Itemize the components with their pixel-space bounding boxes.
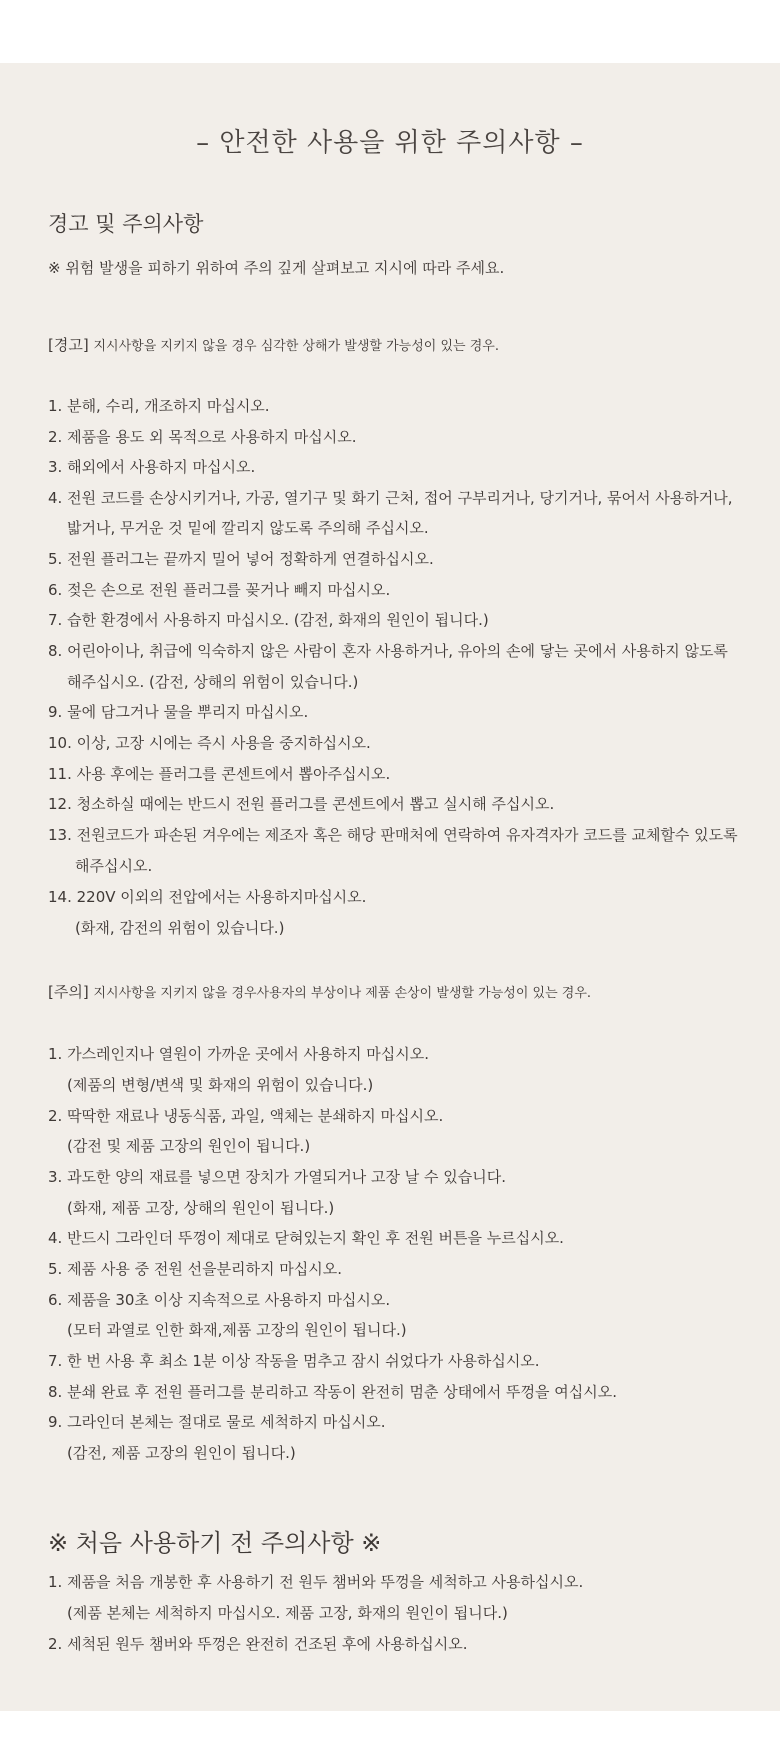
warning-line: 8. 어린아이나, 취급에 익숙하지 않은 사람이 혼자 사용하거나, 유아의 손에 닿는 곳에서 사용하지 않도록 [48, 642, 728, 660]
first-use-line: 2. 세척된 원두 챔버와 뚜껑은 완전히 건조된 후에 사용하십시오. [48, 1635, 468, 1653]
warning-line: 해주십시오. [75, 857, 153, 875]
warning-line: 12. 청소하실 때에는 반드시 전원 플러그를 콘센트에서 뽑고 실시해 주십시오. [48, 795, 555, 813]
caution-line: 1. 가스레인지나 열원이 가까운 곳에서 사용하지 마십시오. [48, 1045, 429, 1063]
warning-tag: [경고] [48, 336, 89, 354]
warning-line: 1. 분해, 수리, 개조하지 마십시오. [48, 397, 270, 415]
caution-line: 4. 반드시 그라인더 뚜껑이 제대로 닫혀있는지 확인 후 전원 버튼을 누르십시오. [48, 1229, 564, 1247]
warnings-heading: 경고 및 주의사항 [48, 212, 204, 236]
warning-line: 14. 220V 이외의 전압에서는 사용하지마십시오. [48, 888, 367, 906]
warning-line: 7. 습한 환경에서 사용하지 마십시오. (감전, 화재의 원인이 됩니다.) [48, 611, 489, 629]
caution-desc: 지시사항을 지키지 않을 경우사용자의 부상이나 제품 손상이 발생할 가능성이 있는 경우. [93, 986, 592, 1001]
notice-text: ※ 위험 발생을 피하기 위하여 주의 깊게 살펴보고 지시에 따라 주세요. [48, 259, 505, 277]
warning-line: 13. 전원코드가 파손된 겨우에는 제조자 혹은 해당 판매처에 연락하여 유자격자가 코드를 교체할수 있도록 [48, 826, 738, 844]
caution-line: (감전, 제품 고장의 원인이 됩니다.) [67, 1444, 296, 1462]
caution-label [48, 982, 591, 1004]
warning-line: 2. 제품을 용도 외 목적으로 사용하지 마십시오. [48, 428, 357, 446]
warning-line: 9. 물에 담그거나 물을 뿌리지 마십시오. [48, 703, 309, 721]
warning-line: 3. 해외에서 사용하지 마십시오. [48, 458, 256, 476]
caution-line: 3. 과도한 양의 재료를 넣으면 장치가 가열되거나 고장 날 수 있습니다. [48, 1168, 506, 1186]
page-title: – 안전한 사용을 위한 주의사항 – [196, 128, 584, 158]
warning-line: 5. 전원 플러그는 끝까지 밀어 넣어 정확하게 연결하십시오. [48, 550, 434, 568]
caution-line: (모터 과열로 인한 화재,제품 고장의 원인이 됩니다.) [67, 1321, 407, 1339]
first-use-heading: ※ 처음 사용하기 전 주의사항 ※ [48, 1529, 382, 1557]
warning-line: 11. 사용 후에는 플러그를 콘센트에서 뽑아주십시오. [48, 765, 391, 783]
warning-line: 6. 젖은 손으로 전원 플러그를 꽂거나 빼지 마십시오. [48, 581, 391, 599]
caution-tag: [주의] [48, 983, 89, 1001]
caution-line: 9. 그라인더 본체는 절대로 물로 세척하지 마십시오. [48, 1413, 386, 1431]
caution-line: (제품의 변형/변색 및 화재의 위험이 있습니다.) [67, 1076, 374, 1094]
warning-line: 10. 이상, 고장 시에는 즉시 사용을 중지하십시오. [48, 734, 371, 752]
first-use-line: (제품 본체는 세척하지 마십시오. 제품 고장, 화재의 원인이 됩니다.) [67, 1604, 508, 1622]
warning-line: (화재, 감전의 위험이 있습니다.) [75, 919, 285, 937]
caution-line: 5. 제품 사용 중 전원 선을분리하지 마십시오. [48, 1260, 343, 1278]
caution-line: (감전 및 제품 고장의 원인이 됩니다.) [67, 1137, 311, 1155]
warning-label [48, 335, 499, 357]
first-use-line: 1. 제품을 처음 개봉한 후 사용하기 전 원두 챔버와 뚜껑을 세척하고 사용하십시오. [48, 1573, 584, 1591]
warning-line: 해주십시오. (감전, 상해의 위험이 있습니다.) [67, 673, 359, 691]
caution-line: 8. 분쇄 완료 후 전원 플러그를 분리하고 작동이 완전히 멈춘 상태에서 뚜껑을 여십시오. [48, 1383, 617, 1401]
warning-line: 밟거나, 무거운 것 밑에 깔리지 않도록 주의해 주십시오. [67, 519, 429, 537]
warning-line: 4. 전원 코드를 손상시키거나, 가공, 열기구 및 화기 근처, 접어 구부리거나, 당기거나, 묶어서 사용하거나, [48, 489, 733, 507]
warning-desc: 지시사항을 지키지 않을 경우 심각한 상해가 발생할 가능성이 있는 경우. [93, 339, 499, 354]
caution-line: (화재, 제품 고장, 상해의 원인이 됩니다.) [67, 1199, 335, 1217]
caution-line: 7. 한 번 사용 후 최소 1분 이상 작동을 멈추고 잠시 쉬었다가 사용하십시오. [48, 1352, 540, 1370]
caution-line: 6. 제품을 30초 이상 지속적으로 사용하지 마십시오. [48, 1291, 391, 1309]
caution-line: 2. 딱딱한 재료나 냉동식품, 과일, 액체는 분쇄하지 마십시오. [48, 1107, 444, 1125]
